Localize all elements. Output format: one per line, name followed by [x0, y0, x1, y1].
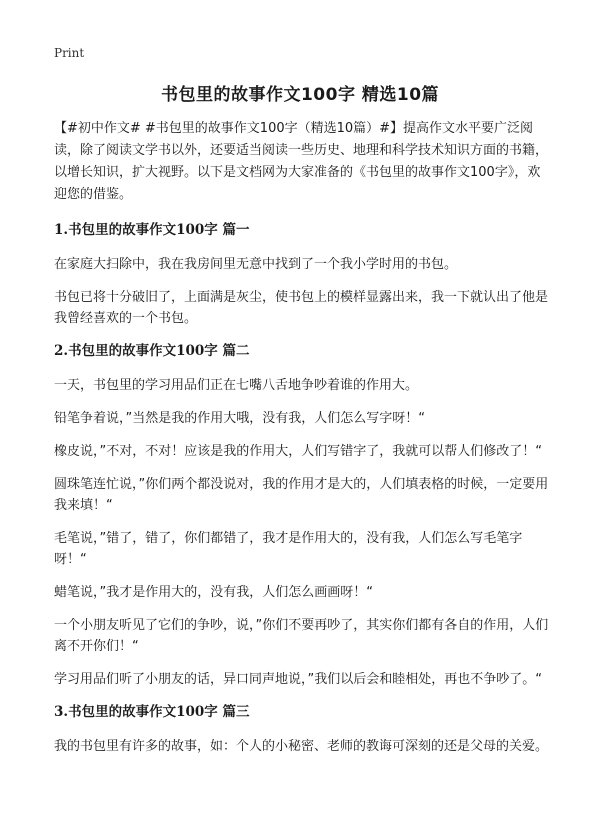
paragraph: 学习用品们听了小朋友的话，异口同声地说，”我们以后会和睦相处，再也不争吵了。“ — [54, 672, 542, 687]
paragraph: 蜡笔说，”我才是作用大的，没有我，人们怎么画画呀！“ — [54, 585, 373, 600]
section-heading: 1.书包里的故事作文100字 篇一 — [54, 222, 250, 238]
paragraph: 铅笔争着说，”当然是我的作用大哦，没有我，人们怎么写字呀！“ — [54, 411, 425, 426]
section-heading: 3.书包里的故事作文100字 篇三 — [54, 704, 250, 720]
paragraph: 毛笔说，”错了，错了，你们都错了，我才是作用大的，没有我，人们怎么写毛笔字呀！“ — [54, 531, 523, 567]
paragraph: 我的书包里有许多的故事，如：个人的小秘密、老师的教诲可深刻的还是父母的关爱。 — [54, 739, 549, 754]
section-2 — [54, 341, 550, 690]
paragraph: 书包已将十分破旧了，上面满是灰尘，使书包上的模样显露出来，我一下就认出了他是我曾经喜欢的一个书包。 — [54, 290, 549, 326]
page-title: 书包里的故事作文100字 精选10篇 — [160, 85, 440, 105]
section-1 — [54, 220, 550, 329]
intro-paragraph: 【#初中作文# #书包里的故事作文100字（精选10篇）#】提高作文水平要广泛阅读，除了阅读文学书以外，还要适当阅读一些历史、地理和科学技术知识方面的书籍，以增长知识，扩大视野。以下是文档网为大家准备的《书包里的故事作文100字》，欢迎您的借鉴。 — [54, 121, 549, 202]
section-heading: 2.书包里的故事作文100字 篇二 — [54, 343, 250, 359]
section-3 — [54, 702, 550, 757]
paragraph: 圆珠笔连忙说，”你们两个都没说对，我的作用才是大的，人们填表格的时候，一定要用我来填！“ — [54, 477, 549, 513]
paragraph: 一个小朋友听见了它们的争吵，说，”你们不要再吵了，其实你们都有各自的作用，人们离不开你们！“ — [54, 618, 549, 654]
paragraph: 一天，书包里的学习用品们正在七嘴八舌地争吵着谁的作用大。 — [54, 378, 419, 393]
paragraph: 橡皮说，”不对，不对！应该是我的作用大，人们写错字了，我就可以帮人们修改了！“ — [54, 444, 542, 459]
document-body — [54, 118, 550, 769]
print-label[interactable]: Print — [54, 46, 85, 60]
paragraph: 在家庭大扫除中，我在我房间里无意中找到了一个我小学时用的书包。 — [54, 257, 458, 272]
